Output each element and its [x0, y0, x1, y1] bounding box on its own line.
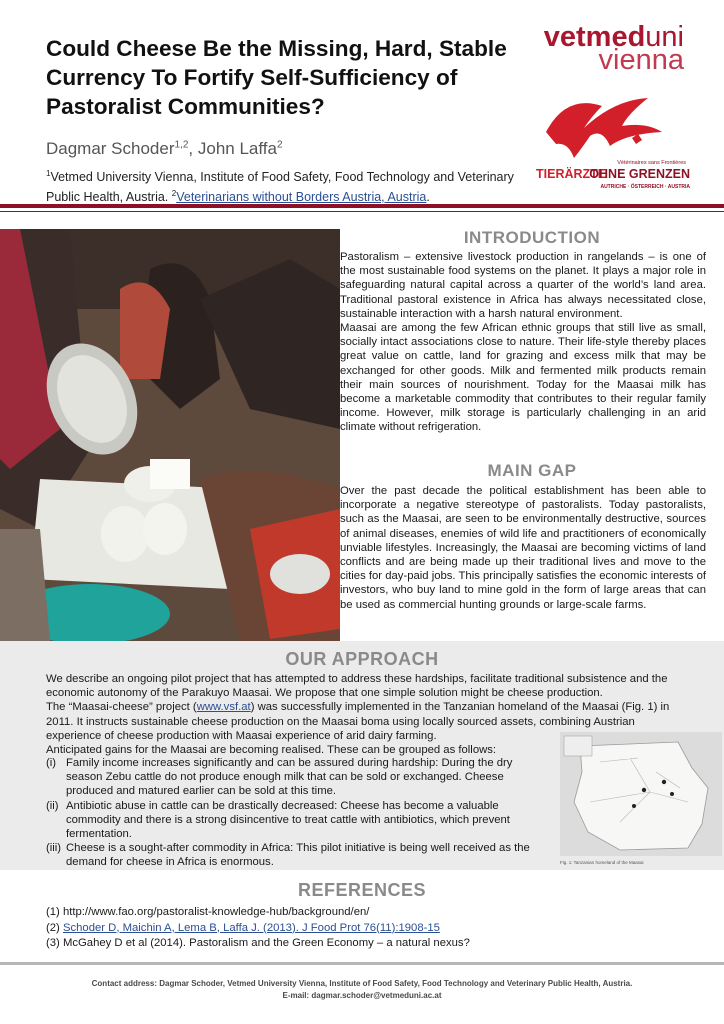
main-gap-text: Over the past decade the political establishment has been able to incorporate a negative stereotype of pastoralists. Today pastoralists, such as the Maasai, are seen to be environmentally destructive, sources of animal diseases, enemies of wild life and practitioners of economically unviable lifestyles. Increasingly, the Maasai are becoming victims of land conflicts and are being made up their traditional lives and move to the cities for day-paid jobs. This principally satisfies the economic interests of investors, who buy land to mine gold in the form of large areas that can be used as commercial hunting grounds or large-scale farms.	[340, 485, 706, 611]
list-item: (ii) Antibiotic abuse in cattle can be drastically decreased: Cheese has become a valuable commodity and there is a strong disincentive to treat cattle with antibiotics, which prevent fermentation.	[46, 799, 510, 841]
introduction-paragraph: Pastoralism – extensive livestock production in rangelands – is one of the most sustainable food systems on the planet. It plays a major role in safeguarding natural capital across a quarter of the world’s land area. Traditional pastoral existence in Africa has always necessitated close, sustainable interaction with a harsh natural environment.	[340, 251, 706, 320]
reference-link[interactable]: Schoder D, Maichin A, Lema B, Laffa J. (2013). J Food Prot 76(11):1908-15	[62, 921, 440, 934]
list-item: (iii) Cheese is a sought-after commodity in Africa: This pilot initiative is being well received as the demand for cheese in Africa is enormous.	[46, 842, 530, 869]
contact-address: Contact address: Dagmar Schoder, Vetmed University Vienna, Institute of Food Safety, Food Technology and Veterinary Public Health, Austria.	[91, 979, 633, 988]
affiliations: $^1$Vetmed University Vienna, Institute of Food Safety, Food Technology and Veterinary Public Health, Austria. $^2$Veterinarians without Borders Austria, Austria.	[46, 169, 514, 204]
introduction-heading: INTRODUCTION	[463, 228, 601, 247]
poster-title: Could Cheese Be the Missing, Hard, Stable Currency To Fortify Self-Sufficiency of Pastoralist Communities?	[46, 36, 507, 119]
svg-text:OHNE GRENZEN: OHNE GRENZEN	[589, 167, 690, 181]
contact-email: E-mail: dagmar.schoder@vetmeduni.ac.at	[282, 991, 442, 1000]
introduction-text	[340, 250, 706, 435]
author-name: John Laffa	[197, 139, 277, 158]
vetmeduni-logo: vetmeduni vienna	[543, 21, 684, 76]
author-affil-sup: 1,2	[174, 139, 189, 151]
vsf-website-link[interactable]: www.vsf.at	[196, 701, 251, 714]
approach-heading: OUR APPROACH	[285, 649, 439, 669]
approach-paragraph: The “Maasai-cheese” project (www.vsf.at) was successfully implemented in the Tanzanian homeland of the Maasai (Fig. 1) in 2011. It instructs sustainable cheese production on the Maasai boma using locally sourced assets, combining Austrian experience of cheese production with Maasai experience of arid dairy farming.	[46, 701, 670, 742]
svg-text:AUTRICHE · ÖSTERREICH · AUSTRI: AUTRICHE · ÖSTERREICH · AUSTRIA	[600, 184, 690, 190]
approach-paragraph: We describe an ongoing pilot project that has attempted to address these hardships, facilitate traditional subsistence and the economic autonomy of the Parakuyo Maasai. We propose that one simple solution might be cheese production.	[46, 673, 668, 700]
tanzania-map	[560, 732, 722, 856]
contact-footer	[0, 978, 724, 1002]
main-gap-heading: MAIN GAP	[487, 461, 577, 480]
vsf-swoosh-icon	[546, 98, 662, 158]
approach-paragraph: Anticipated gains for the Maasai are becoming realised. These can be grouped as follows:	[46, 744, 497, 757]
header-divider	[0, 204, 724, 208]
author-list: Dagmar Schoder$^{1,2}$, John Laffa$^2$	[46, 139, 283, 158]
reference-item: (3) McGahey D et al (2014). Pastoralism and the Green Economy – a natural nexus?	[46, 937, 470, 949]
footer-divider	[0, 962, 724, 965]
reference-item: (1) http://www.fao.org/pastoralist-knowledge-hub/background/en/	[46, 906, 370, 918]
gains-list	[46, 756, 546, 870]
svg-text:TIERÄRZTE: TIERÄRZTE	[536, 167, 607, 181]
list-item: (i) Family income increases significantly and can be assured during hardship: During the dry season Zebu cattle do not produce enough milk that can be sold or exchanged. Cheese produced and matured earlier can be sold at this time.	[46, 757, 513, 798]
references-heading: REFERENCES	[297, 880, 427, 900]
reference-item: (2) Schoder D, Maichin A, Lema B, Laffa J. (2013). J Food Prot 76(11):1908-15	[46, 921, 440, 934]
header-divider-thin	[0, 211, 724, 212]
introduction-paragraph: Maasai are among the few African ethnic groups that still live as small, socially intact associations close to nature. Their life-style thereby places great value on cattle, land for grazing and excess milk that may be exchanged for other goods. Milk and fermented milk products remain their main sources of nourishment. Today for the Maasai milk has become a marketable commodity that contributes to their regular family income. However, milk storage is particularly challenging in an arid climate without refrigeration.	[340, 322, 706, 434]
author-affil-sup: 2	[276, 139, 283, 151]
figure-caption: Fig. 1: Tanzanian homeland of the Maasai	[560, 860, 644, 865]
vsf-logo	[536, 92, 692, 196]
author-name: Dagmar Schoder	[46, 139, 175, 158]
reference-list	[46, 905, 686, 952]
svg-text:Vétérinaires sans Frontières: Vétérinaires sans Frontières	[617, 160, 686, 166]
maasai-cheese-photo	[0, 229, 340, 641]
vsf-affiliation-link[interactable]: Veterinarians without Borders Austria, Austria	[176, 189, 427, 204]
